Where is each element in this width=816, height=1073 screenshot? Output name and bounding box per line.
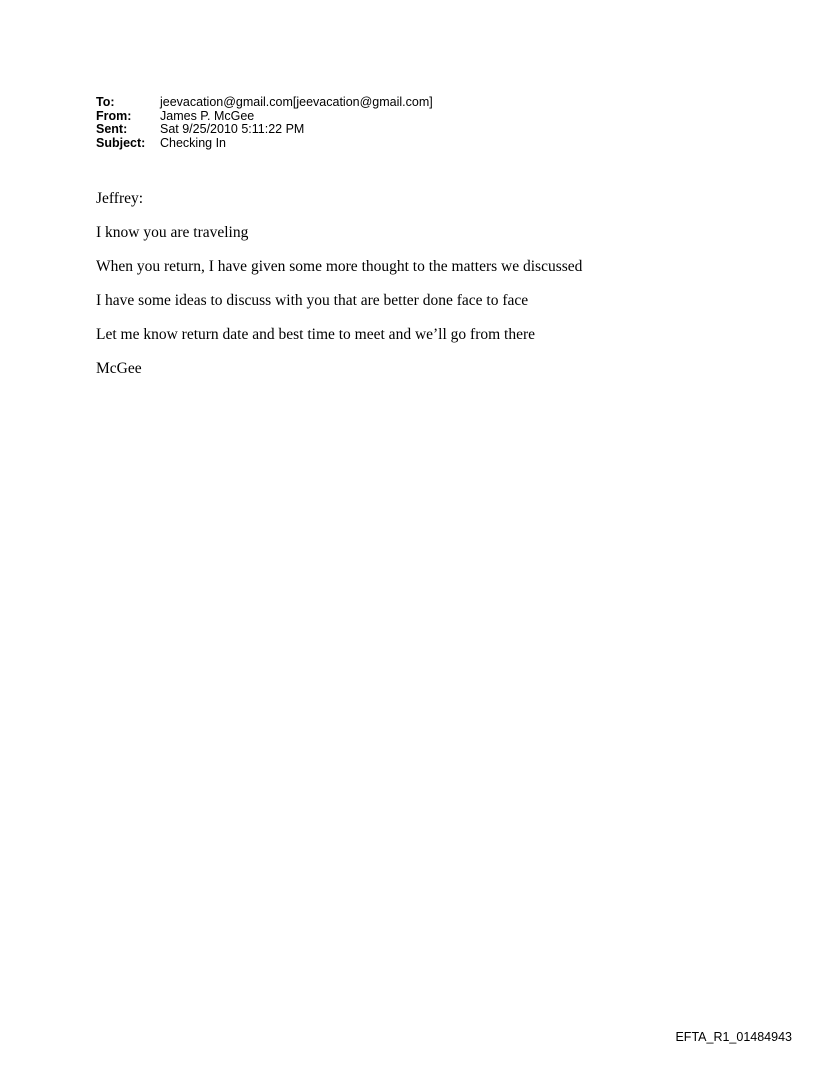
header-row-sent xyxy=(96,123,433,137)
body-paragraph: I know you are traveling xyxy=(96,224,249,241)
email-body xyxy=(96,190,582,394)
document-id: EFTA_R1_01484943 xyxy=(675,1030,792,1044)
greeting: Jeffrey: xyxy=(96,190,144,207)
header-value-from: James P. McGee xyxy=(160,108,255,123)
signature: McGee xyxy=(96,360,142,377)
body-paragraph: Let me know return date and best time to meet and we’ll go from there xyxy=(96,326,536,343)
email-header xyxy=(96,96,433,150)
header-row-subject xyxy=(96,137,433,151)
header-label-from: From: xyxy=(96,108,132,123)
body-paragraph: When you return, I have given some more thought to the matters we discussed xyxy=(96,258,583,275)
header-label-sent: Sent: xyxy=(96,122,128,136)
body-paragraph: I have some ideas to discuss with you that are better done face to face xyxy=(96,292,529,309)
header-label-subject: Subject: xyxy=(96,135,146,150)
header-value-subject: Checking In xyxy=(160,135,227,150)
header-row-to xyxy=(96,96,433,110)
header-row-from xyxy=(96,110,433,124)
header-value-to: jeevacation@gmail.com[jeevacation@gmail.com] xyxy=(160,95,433,109)
header-label-to: To: xyxy=(96,95,115,109)
header-value-sent: Sat 9/25/2010 5:11:22 PM xyxy=(160,122,305,136)
